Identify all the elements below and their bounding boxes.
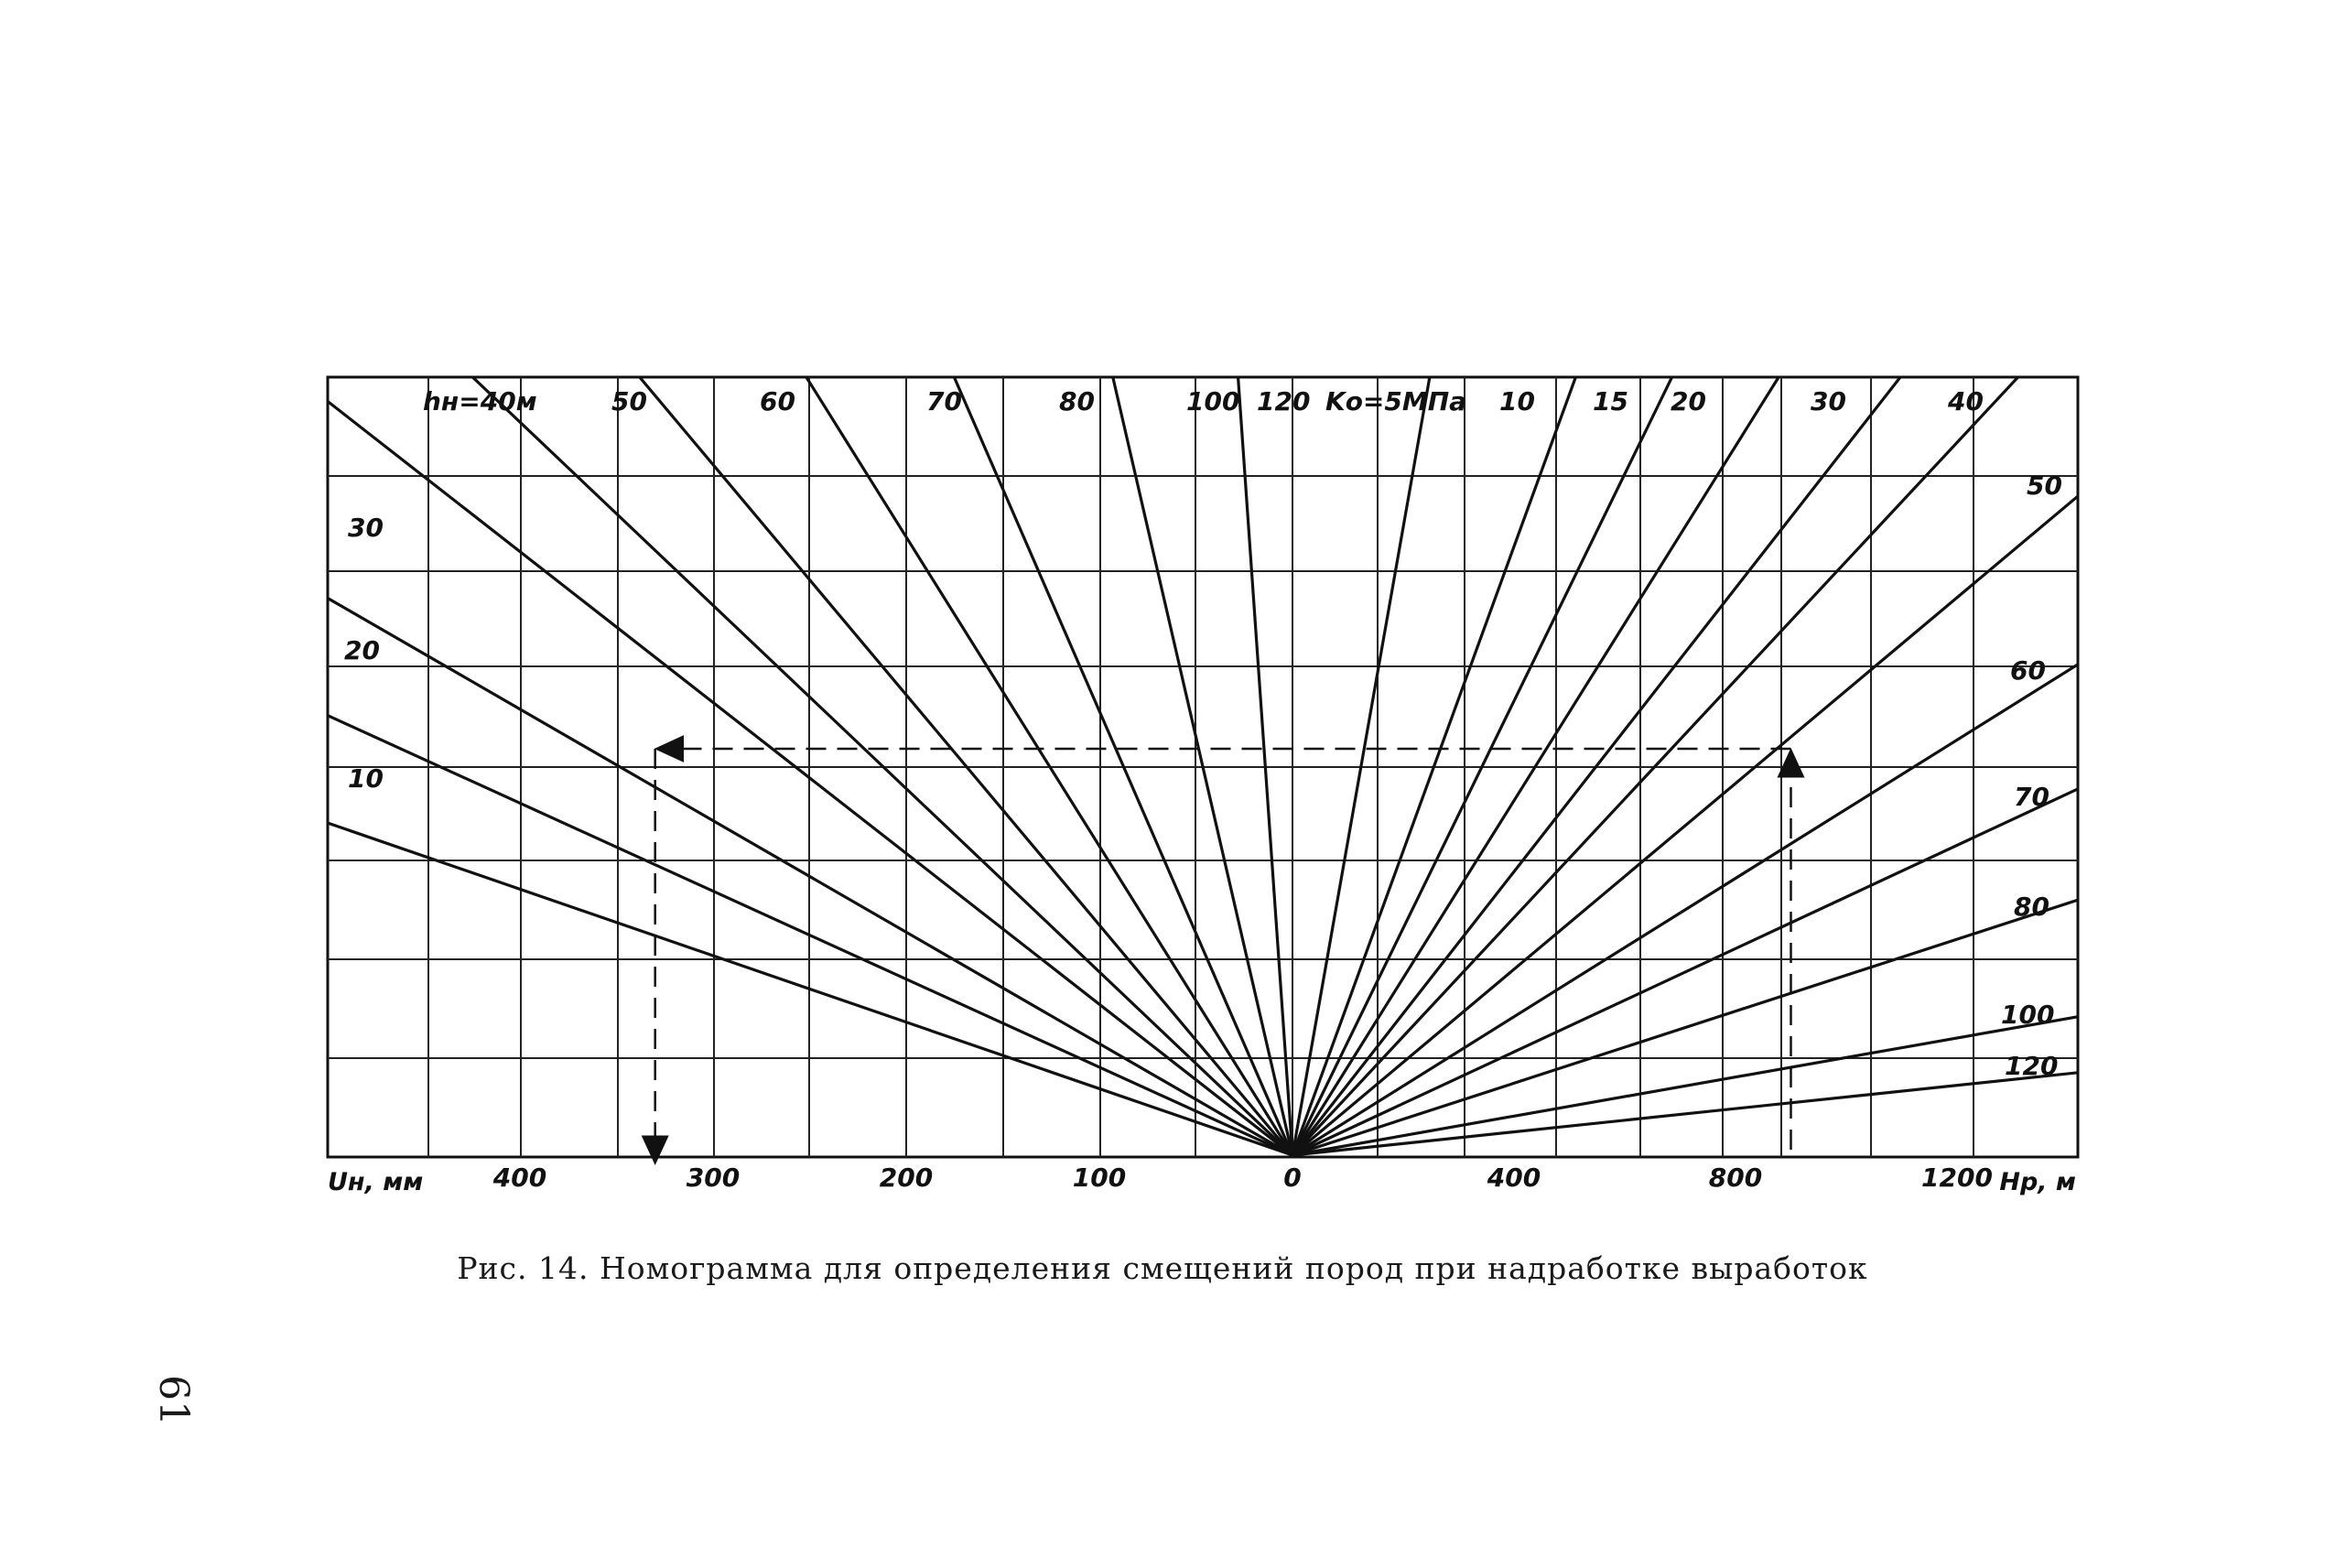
- left-line-label: 70: [926, 386, 962, 416]
- left-family-line: [0, 0, 1292, 1155]
- right-line-label: 40: [1948, 386, 1984, 416]
- right-axis-title: Hр, м: [1999, 1168, 2076, 1196]
- line-labels: [344, 386, 2062, 1081]
- left-axis-tick: 100: [1072, 1162, 1127, 1193]
- left-axis-tick: 300: [686, 1162, 741, 1193]
- right-line-label: 70: [2014, 782, 2049, 812]
- right-axis-tick: 1200: [1921, 1162, 1993, 1193]
- left-line-label: 30: [348, 513, 384, 543]
- figure-caption: Рис. 14. Номограмма для определения смещений пород при надработке выработок: [457, 1250, 1868, 1286]
- right-line-label: Kо=5МПа: [1325, 386, 1467, 416]
- left-line-label: 120: [1257, 386, 1311, 416]
- left-axis-title: Uн, мм: [328, 1168, 424, 1196]
- right-family-line: [1292, 868, 2325, 1155]
- right-family-line: [1292, 0, 2325, 1155]
- left-family-line: [0, 0, 1292, 1155]
- left-line-label: hн=40м: [423, 386, 537, 416]
- right-axis-tick: 400: [1487, 1162, 1541, 1193]
- right-line-label: 60: [2010, 655, 2046, 686]
- left-family-line: [0, 0, 1292, 1155]
- left-family-line: [0, 0, 1292, 1155]
- left-line-label: 80: [1059, 386, 1095, 416]
- left-family-line: [0, 0, 1292, 1155]
- right-family-line: [1292, 0, 2325, 1155]
- right-line-label: 15: [1593, 386, 1628, 416]
- right-line-label: 10: [1499, 386, 1535, 416]
- right-line-label: 50: [2027, 470, 2062, 501]
- left-family-line: [1101, 0, 1292, 1155]
- right-family-line: [1292, 0, 2325, 1155]
- right-family-line: [1292, 0, 2325, 1155]
- right-family-line: [1292, 0, 1769, 1155]
- left-line-label: 100: [1186, 386, 1240, 416]
- left-family-line: [0, 16, 1292, 1155]
- right-family-line: [1292, 0, 2325, 1155]
- right-line-label: 20: [1671, 386, 1706, 416]
- right-family-line: [1292, 0, 2325, 1155]
- left-line-label: 20: [344, 635, 380, 665]
- right-axis-tick: 800: [1708, 1162, 1763, 1193]
- left-axis-tick: 0: [1283, 1162, 1302, 1193]
- left-family-line: [198, 0, 1292, 1155]
- right-family-line: [1292, 0, 2232, 1155]
- right-line-label: 120: [2005, 1051, 2059, 1081]
- left-axis-tick: 400: [492, 1162, 547, 1193]
- right-line-label: 30: [1811, 386, 1846, 416]
- left-line-label: 50: [611, 386, 647, 416]
- right-family-line: [1292, 0, 2325, 1155]
- left-line-label: 10: [348, 763, 384, 794]
- page-number: 61: [150, 1375, 197, 1426]
- left-family-line: [675, 0, 1292, 1155]
- right-line-label: 80: [2014, 892, 2049, 922]
- right-line-label: 100: [2001, 1000, 2055, 1030]
- left-axis-tick: 200: [879, 1162, 934, 1193]
- axis-labels: [328, 1162, 2076, 1196]
- left-line-label: 60: [760, 386, 795, 416]
